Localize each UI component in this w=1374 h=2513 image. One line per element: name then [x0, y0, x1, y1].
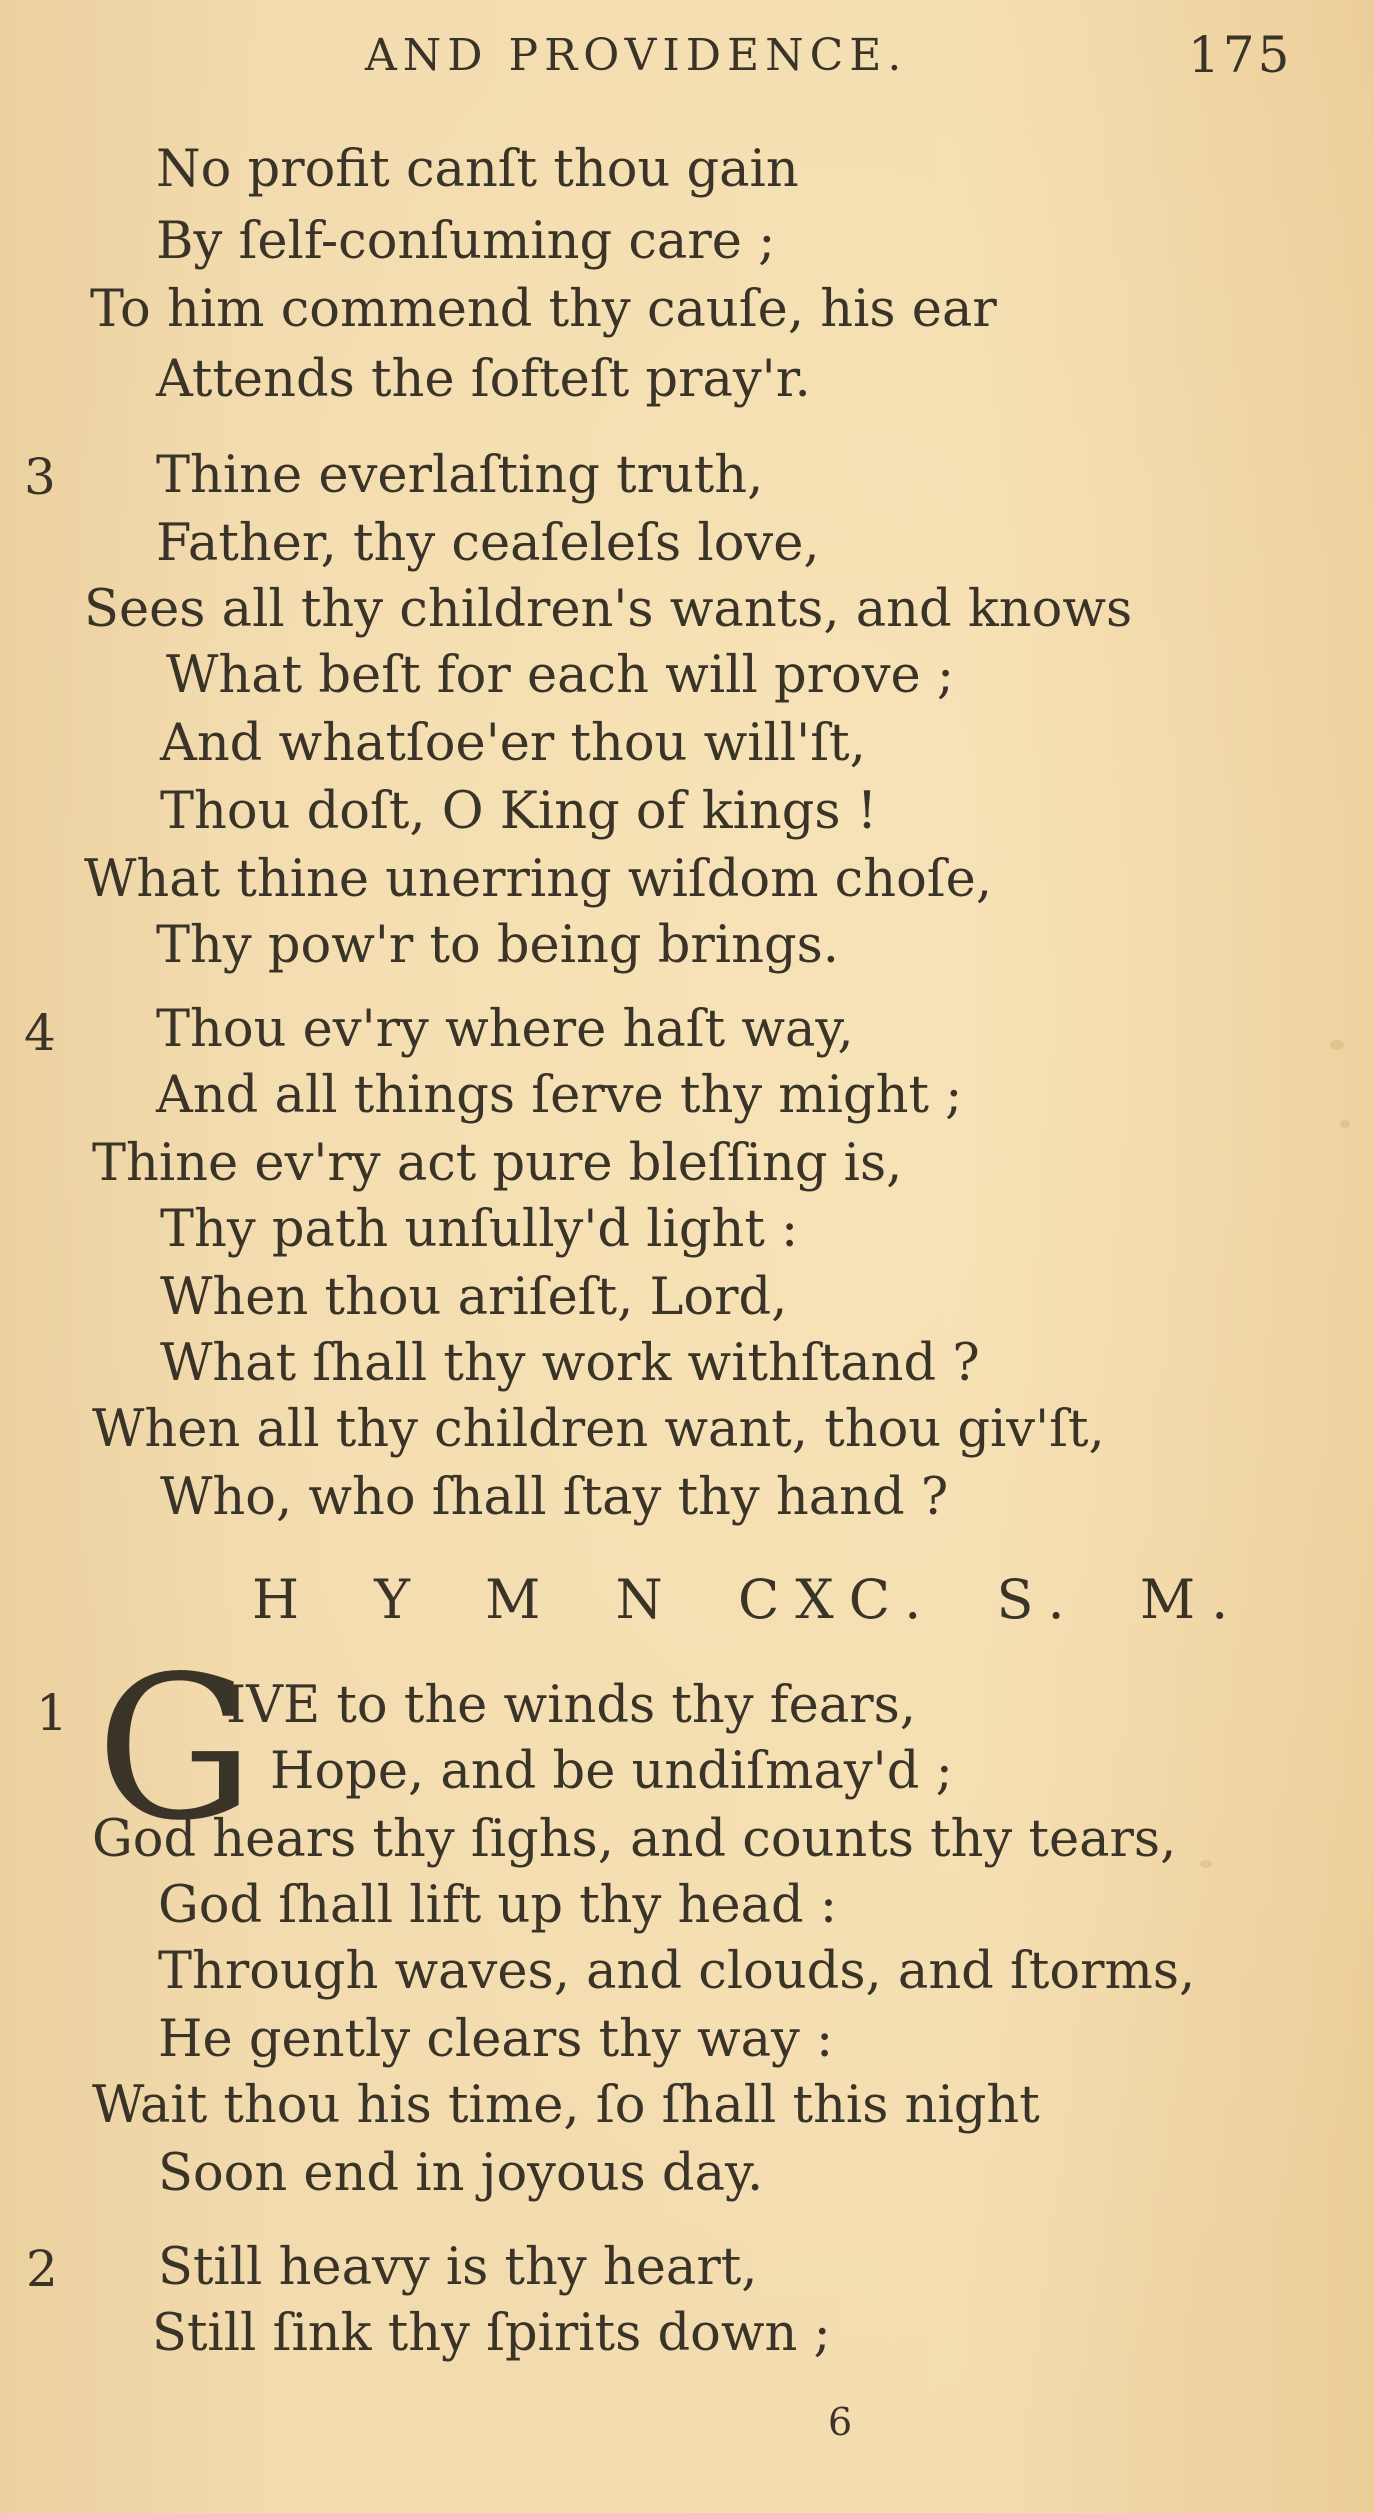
verse-line: Thy path unſully'd light :: [160, 1200, 799, 1259]
verse-line: When all thy children want, thou giv'ſt,: [92, 1400, 1105, 1459]
verse-line: Father, thy ceaſeleſs love,: [156, 514, 820, 573]
verse-line: Through waves, and clouds, and ſtorms,: [158, 1942, 1196, 2001]
verse-line: What beſt for each will prove ;: [166, 646, 955, 705]
verse-line: Sees all thy children's wants, and knows: [84, 580, 1133, 639]
verse-line: And whatſoe'er thou will'ſt,: [160, 714, 866, 773]
verse-line: Wait thou his time, ſo ſhall this night: [92, 2076, 1040, 2135]
verse-line: Still heavy is thy heart,: [158, 2238, 758, 2297]
page-number: 175: [1188, 26, 1293, 84]
verse-number: 4: [24, 1004, 56, 1062]
verse-line: What thine unerring wiſdom choſe,: [84, 850, 993, 909]
verse-number: 2: [26, 2240, 58, 2298]
verse-line: Thine everlaſting truth,: [156, 446, 764, 505]
verse-number: 3: [24, 448, 56, 506]
hymn-title: H Y M N CXC. S. M.: [252, 1568, 1245, 1631]
verse-line: What ſhall thy work withſtand ?: [160, 1334, 980, 1393]
verse-line: God hears thy ſighs, and counts thy tears,: [92, 1810, 1177, 1869]
verse-line: Thou doſt, O King of kings !: [160, 782, 878, 841]
verse-line: Hope, and be undiſmay'd ;: [270, 1742, 953, 1801]
signature-mark: 6: [828, 2400, 853, 2444]
verse-line: Thou ev'ry where haſt way,: [156, 1000, 854, 1059]
verse-line: Still ſink thy ſpirits down ;: [152, 2304, 831, 2363]
verse-line: To him commend thy cauſe, his ear: [90, 280, 997, 339]
verse-line: IVE to the winds thy fears,: [226, 1676, 916, 1735]
verse-line: When thou ariſeſt, Lord,: [160, 1268, 788, 1327]
verse-line: He gently clears thy way :: [158, 2010, 834, 2069]
verse-line: By ſelf-conſuming care ;: [156, 212, 776, 271]
verse-line: And all things ſerve thy might ;: [156, 1066, 963, 1125]
paper-spot: [1340, 1120, 1350, 1128]
paper-spot: [1330, 1040, 1344, 1050]
verse-line: Attends the ſofteſt pray'r.: [156, 350, 811, 409]
paper-spot: [1200, 1860, 1212, 1868]
verse-line: Soon end in joyous day.: [158, 2144, 764, 2203]
verse-line: Thine ev'ry act pure bleſſing is,: [92, 1134, 903, 1193]
verse-number: 1: [36, 1684, 68, 1742]
verse-line: God ſhall lift up thy head :: [158, 1876, 838, 1935]
verse-line: Thy pow'r to being brings.: [156, 916, 839, 975]
verse-line: Who, who ſhall ſtay thy hand ?: [160, 1468, 949, 1527]
drop-cap: G: [96, 1633, 255, 1864]
running-header: AND PROVIDENCE.: [365, 30, 908, 81]
verse-line: No profit canſt thou gain: [156, 140, 799, 199]
